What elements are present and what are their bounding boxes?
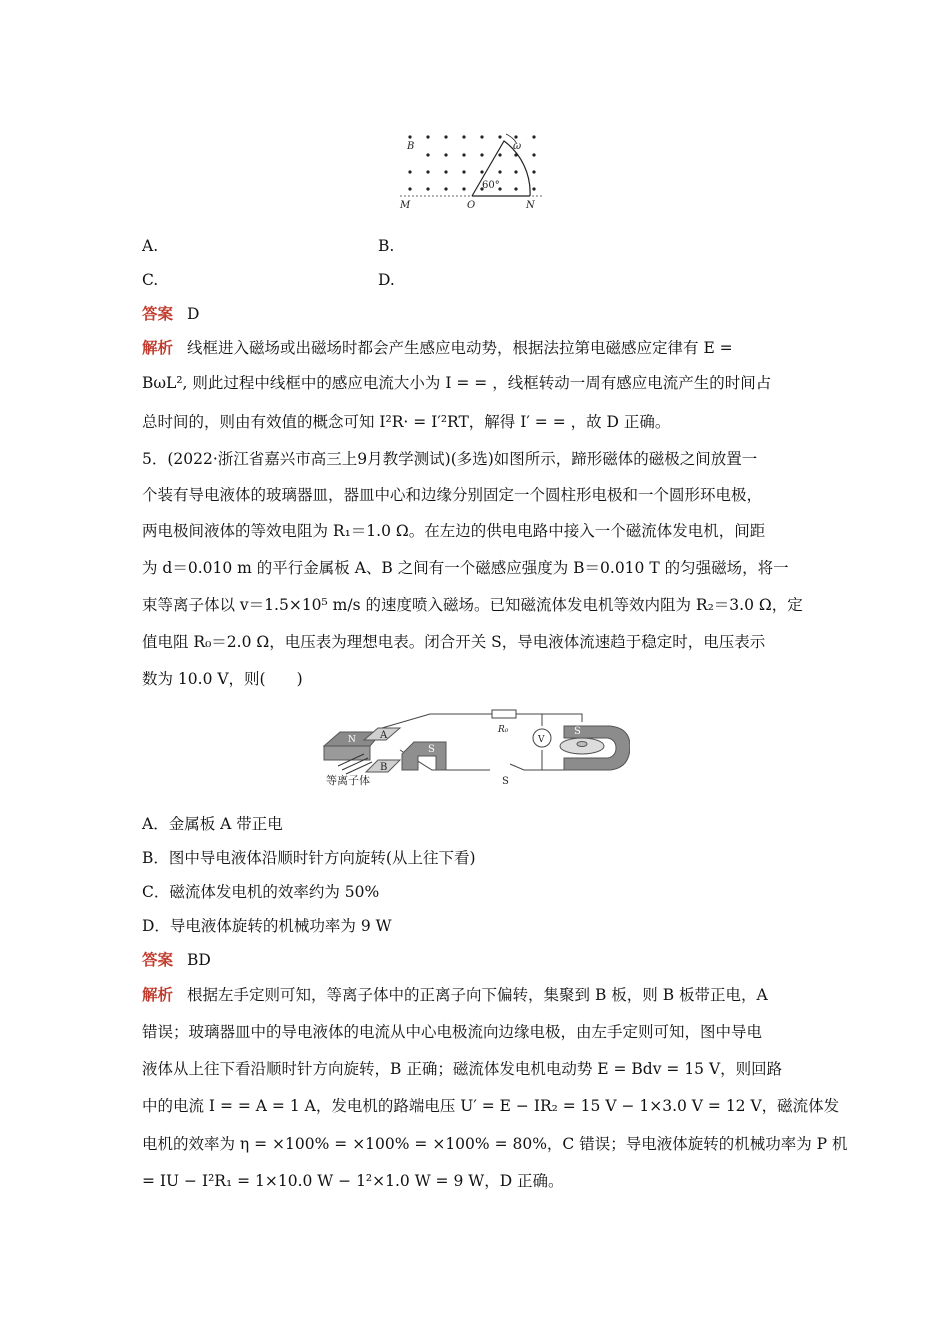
q5-analysis-line-4: 中的电流 I = = A = 1 A，发电机的路端电压 U′ = E − IR₂ = 15 V − 1×3.0 V = 12 V，磁流体发 [142, 1097, 840, 1115]
q4-option-d: D. [378, 271, 395, 289]
label-s-pole-right: S [574, 726, 581, 737]
q5-stem-line-2: 个装有导电液体的玻璃器皿，器皿中心和边缘分别固定一个圆柱形电极和一个圆形环电极， [142, 486, 763, 504]
label-voltmeter: V [538, 735, 545, 745]
q5-stem-line-7: 数为 10.0 V，则( ) [142, 670, 303, 688]
q5-stem-line-4: 为 d＝0.010 m 的平行金属板 A、B 之间有一个磁感应强度为 B＝0.010 T 的匀强磁场，将一 [142, 559, 789, 577]
q5-stem-line-6: 值电阻 R₀＝2.0 Ω，电压表为理想电表。闭合开关 S，导电液体流速趋于稳定时，电压表示 [142, 633, 766, 651]
label-s-pole-left: S [428, 744, 435, 755]
label-o: O [467, 200, 476, 211]
label-plate-a: A [380, 730, 388, 741]
q5-stem-line-5: 束等离子体以 v＝1.5×10⁵ m/s 的速度喷入磁场。已知磁流体发电机等效内阻为 R₂＝3.0 Ω，定 [142, 596, 803, 614]
magnetic-field-sector-diagram [396, 128, 546, 214]
magnet-s-pole [402, 742, 446, 770]
label-n: N [526, 200, 535, 211]
label-angle: 60° [482, 180, 500, 191]
label-n-pole: N [348, 735, 356, 745]
q5-answer: BD [187, 951, 211, 969]
q4-option-a: A. [142, 237, 159, 255]
answer-tag: 答案 [142, 950, 174, 969]
q5-stem-line-1: 5．(2022·浙江省嘉兴市高三上9月教学测试)(多选)如图所示，蹄形磁体的磁极之间放置一 [142, 450, 758, 468]
answer-tag: 答案 [142, 304, 174, 323]
q4-answer: D [187, 305, 200, 323]
q5-option-c: C．磁流体发电机的效率约为 50% [142, 883, 380, 901]
q5-stem-line-3: 两电极间液体的等效电阻为 R₁＝1.0 Ω。在左边的供电电路中接入一个磁流体发电机，间距 [142, 522, 766, 540]
resistor-r0 [492, 710, 516, 718]
q4-option-b: B. [378, 237, 395, 255]
label-r0: R₀ [498, 725, 509, 735]
q5-option-b: B．图中导电液体沿顺时针方向旋转(从上往下看) [142, 849, 476, 867]
q4-answer-line [142, 303, 812, 325]
q5-analysis-line-1 [142, 984, 812, 1006]
label-switch: S [502, 776, 509, 787]
label-plasma: 等离子体 [326, 774, 370, 787]
label-b: B [407, 141, 415, 152]
label-m: M [400, 200, 411, 211]
q4-analysis-line-1 [142, 337, 812, 359]
q5-analysis-line-6: = IU − I²R₁ = 1×10.0 W − 1²×1.0 W = 9 W，D 正确。 [142, 1172, 564, 1190]
q5-analysis-text-1: 根据左手定则可知，等离子体中的正离子向下偏转，集聚到 B 板，则 B 板带正电，A [187, 986, 768, 1004]
analysis-tag: 解析 [142, 338, 174, 357]
analysis-tag: 解析 [142, 985, 174, 1004]
sector-frame [472, 141, 530, 196]
label-plate-b: B [380, 762, 388, 773]
q5-answer-line [142, 949, 812, 971]
q4-analysis-line-3: 总时间的，则由有效值的概念可知 I²R· = I′²RT，解得 I′ = = ，故 D 正确。 [142, 413, 671, 431]
q5-option-a: A．金属板 A 带正电 [142, 815, 283, 833]
q4-option-c: C. [142, 271, 159, 289]
q5-analysis-line-3: 液体从上往下看沿顺时针方向旋转，B 正确；磁流体发电机电动势 E = Bdv = 15 V，则回路 [142, 1060, 783, 1078]
center-electrode [577, 742, 587, 747]
q5-analysis-line-5: 电机的效率为 η = ×100% = ×100% = ×100% = 80%，C 错误；导电液体旋转的机械功率为 P 机 [142, 1135, 848, 1153]
label-omega: ω [513, 141, 522, 152]
magnet-body-left [324, 746, 370, 760]
mhd-generator-circuit-diagram [320, 706, 630, 790]
q4-analysis-line-2: BωL², 则此过程中线框中的感应电流大小为 I = = ，线框转动一周有感应电流产生的时间占 [142, 374, 772, 392]
q5-option-d: D．导电液体旋转的机械功率为 9 W [142, 917, 392, 935]
q4-analysis-text-1: 线框进入磁场或出磁场时都会产生感应电动势，根据法拉第电磁感应定律有 E = [187, 339, 733, 357]
q5-analysis-line-2: 错误；玻璃器皿中的导电液体的电流从中心电极流向边缘电极，由左手定则可知，图中导电 [142, 1023, 763, 1041]
